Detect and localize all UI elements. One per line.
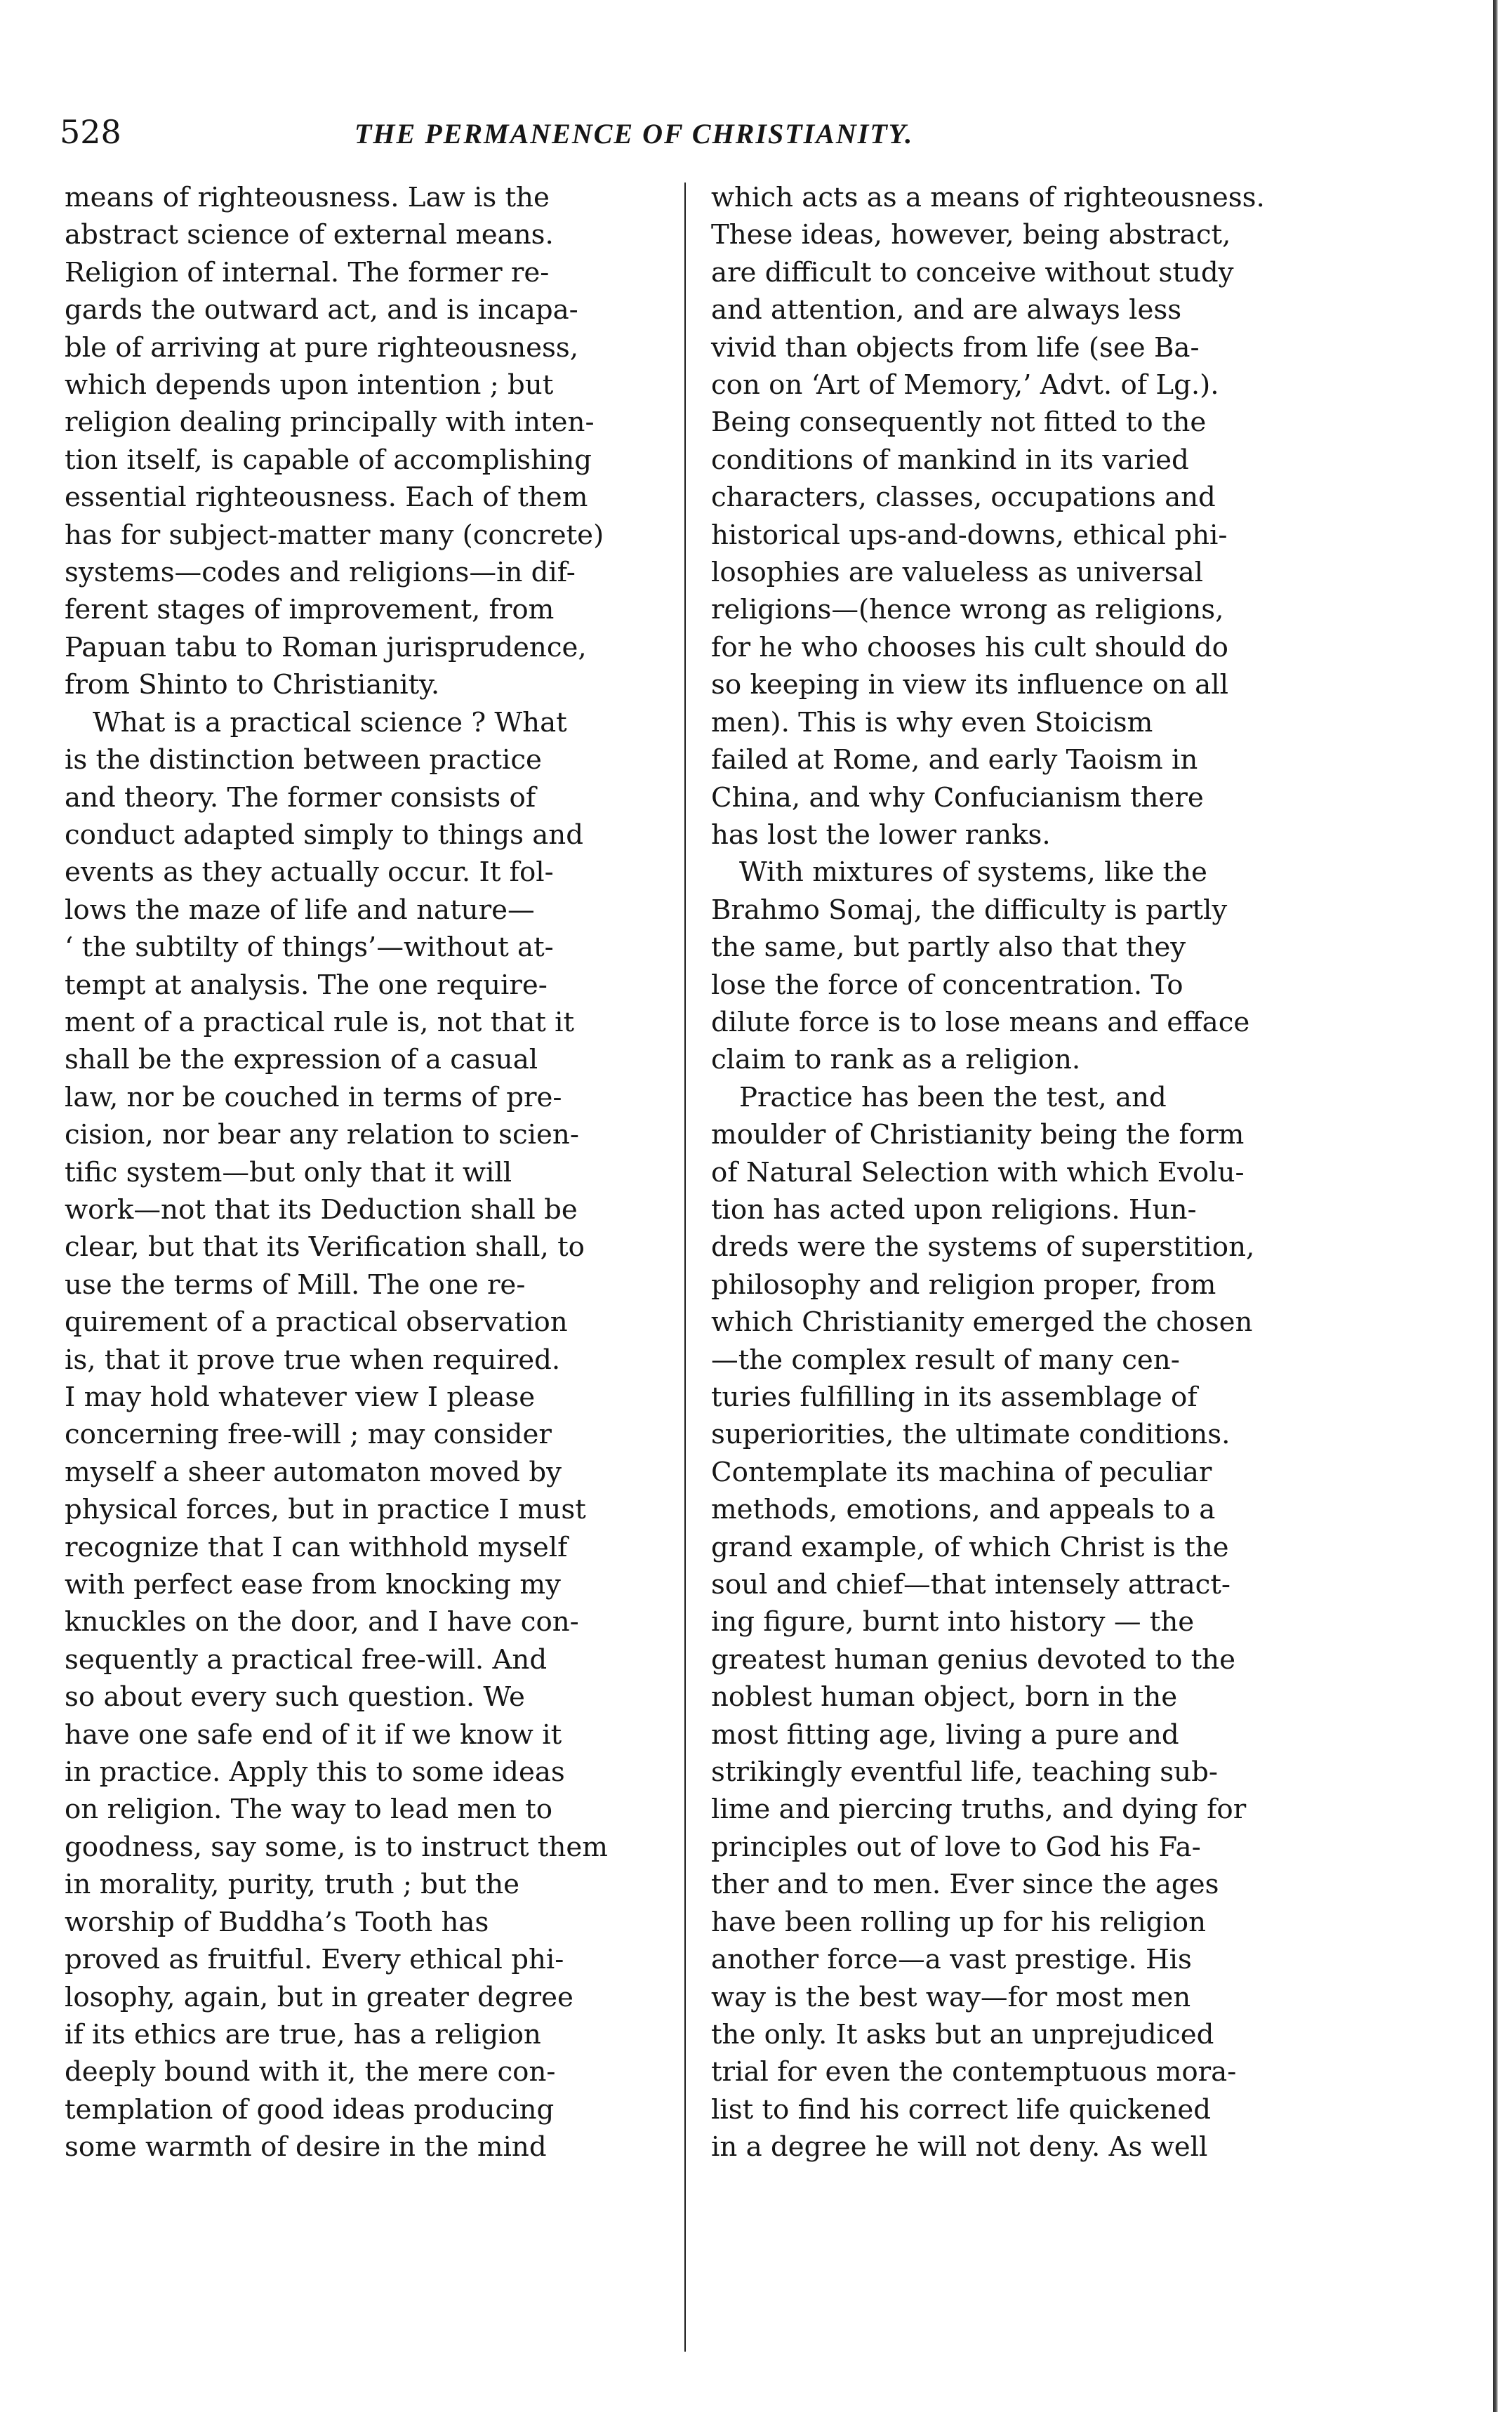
running-title: THE PERMANENCE OF CHRISTIANITY. — [354, 118, 914, 150]
page-number: 528 — [60, 113, 121, 151]
left-column — [65, 179, 675, 2166]
left-paragraph-2: What is a practical science ? What is the distinction between practice and theory. The former consists of conduct adapted simply to things and events as they actually occur. It fol- lows the maze of life and nature— ‘ the subtilty of things’—without at- tempt at analysis. The one require- ment of a practical rule is, not that it shall be the expression of a casual law, nor be couched in terms of pre- cision, nor bear any relation to scien- tific system—but only that it will work—not that its Deduction shall be clear, but that its Verification shall, to use the terms of Mill. The one re- quirement of a practical observation is, that it prove true when required. I may hold whatever view I please concerning free-will ; may consider myself a sheer automaton moved by physical forces, but in practice I must recognize that I can withhold myself with perfect ease from knocking my knuckles on the door, and I have con- sequently a practical free-will. And so about every such question. We have one safe end of it if we know it in practice. Apply this to some ideas on religion. The way to lead men to goodness, say some, is to instruct them in morality, purity, truth ; but the worship of Buddha’s Tooth has proved as fruitful. Every ethical phi- losophy, again, but in greater degree if its ethics are true, has a religion deeply bound with it, the mere con- templation of good ideas producing some warmth of desire in the mind — [65, 706, 608, 2163]
column-divider — [684, 183, 686, 2352]
right-paragraph-1: which acts as a means of righteousness. These ideas, however, being abstract, are difficult to conceive without study and attention, and are always less vivid than objects from life (see Ba- con on ‘Art of Memory,’ Advt. of Lg.). Being consequently not fitted to the conditions of mankind in its varied characters, classes, occupations and historical ups-and-downs, ethical phi- losophies are valueless as universal religions—(hence wrong as religions, for he who chooses his cult should do so keeping in view its influence on all men). This is why even Stoicism failed at Rome, and early Taoism in China, and why Confucianism there has lost the lower ranks. — [711, 182, 1265, 851]
page-edge — [1493, 0, 1498, 2412]
page-header — [60, 113, 1323, 158]
right-paragraph-3: Practice has been the test, and moulder of Christianity being the form of Natural Selection with which Evolu- tion has acted upon religions. Hun- dreds were the systems of superstition, philosophy and religion proper, from which Christianity emerged the chosen —the complex result of many cen- turies fulfilling in its assemblage of superiorities, the ultimate conditions. Contemplate its machina of peculiar methods, emotions, and appeals to a grand example, of which Christ is the soul and chief—that intensely attract- ing figure, burnt into history — the greatest human genius devoted to the noblest human object, born in the most fitting age, living a pure and strikingly eventful life, teaching sub- lime and piercing truths, and dying for principles out of love to God his Fa- ther and to men. Ever since the ages have been rolling up for his religion another force—a vast prestige. His way is the best way—for most men the only. It asks but an unprejudiced trial for even the contemptuous mora- list to find his correct life quickened in a degree he will not deny. As well — [711, 1081, 1255, 2163]
right-paragraph-2: With mixtures of systems, like the Brahmo Somaj, the difficulty is partly the same, but partly also that they lose the force of concentration. To dilute force is to lose means and efface claim to rank as a religion. — [711, 856, 1250, 1076]
right-column — [711, 179, 1322, 2166]
left-paragraph-1: means of righteousness. Law is the abstract science of external means. Religion of internal. The former re- gards the outward act, and is incapa- ble of arriving at pure righteousness, which depends upon intention ; but religion dealing principally with inten- tion itself, is capable of accomplishing essential righteousness. Each of them has for subject-matter many (concrete) systems—codes and religions—in dif- ferent stages of improvement, from Papuan tabu to Roman jurisprudence, from Shinto to Christianity. — [65, 182, 604, 701]
